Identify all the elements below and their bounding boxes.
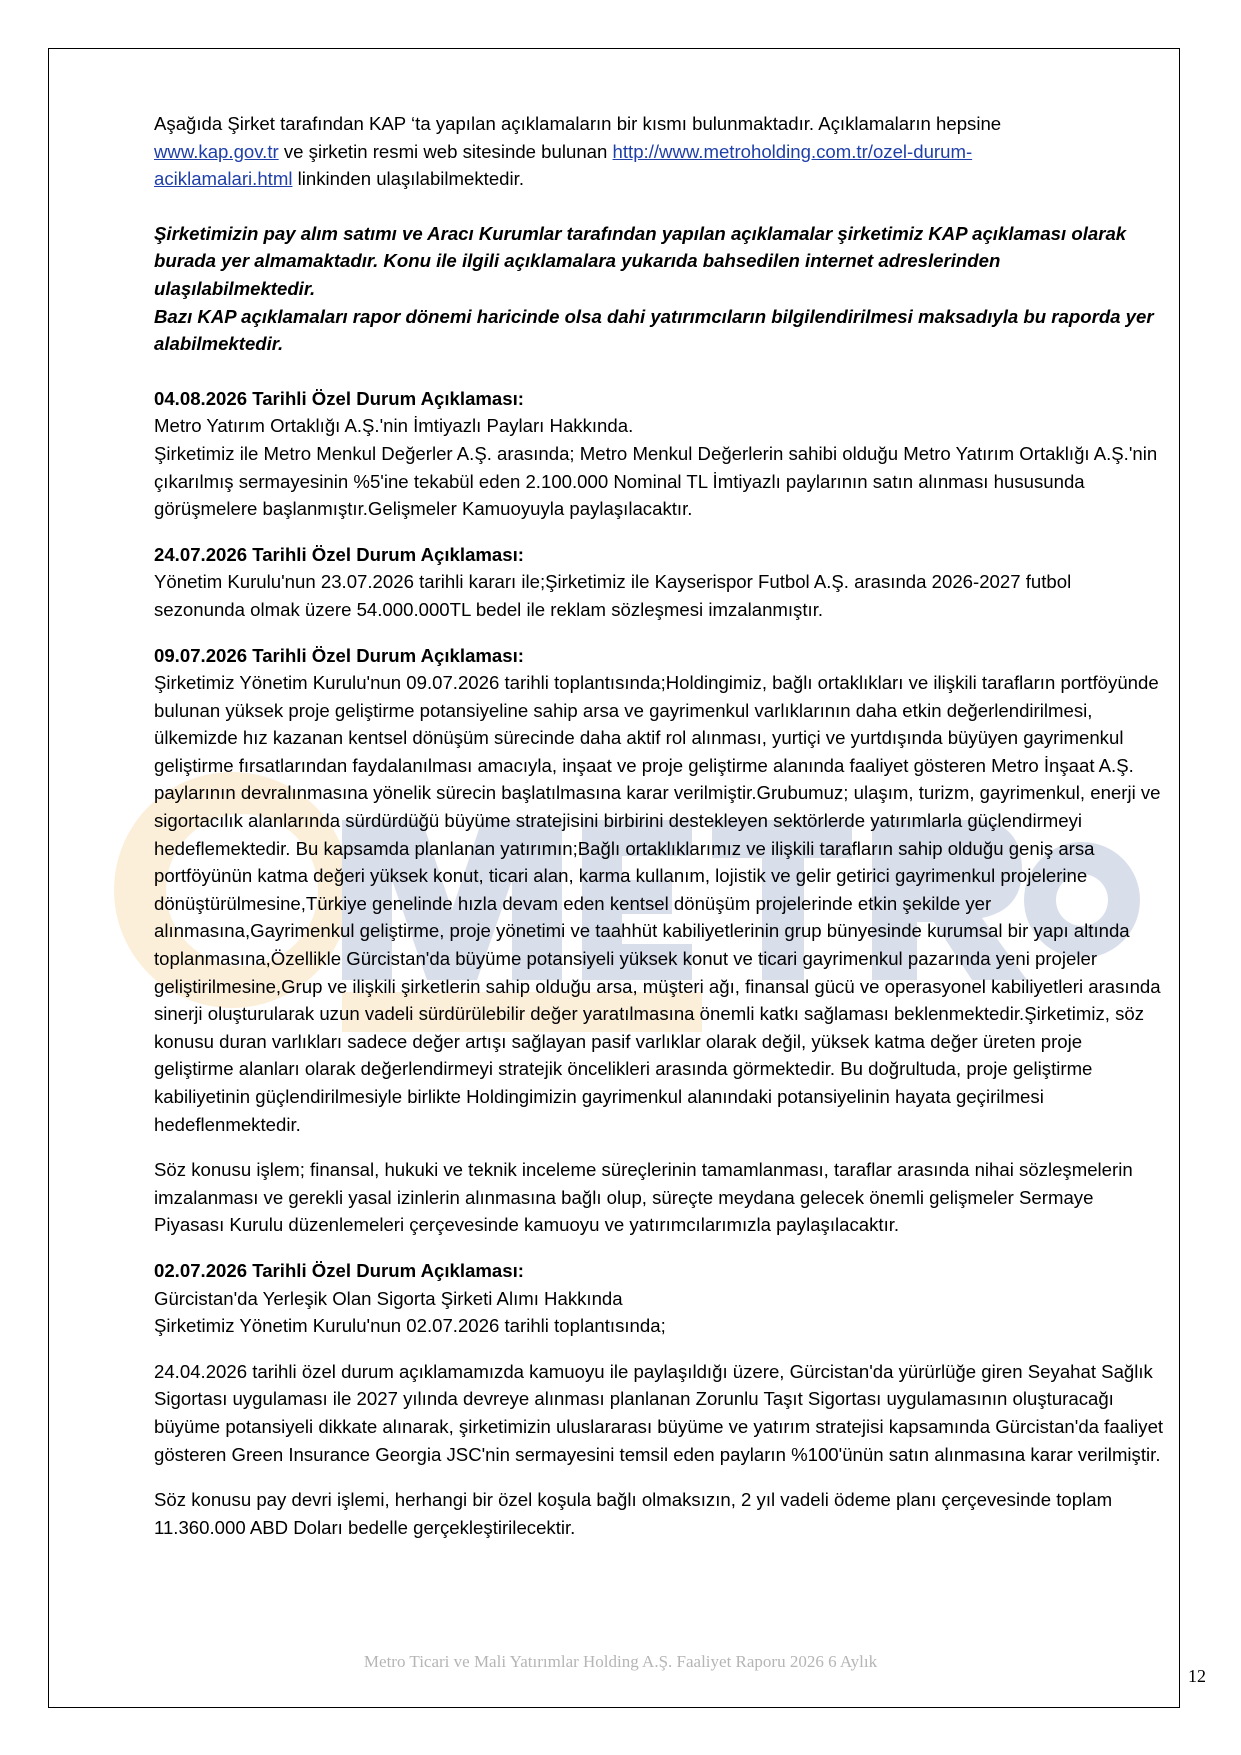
section-subtitle: Gürcistan'da Yerleşik Olan Sigorta Şirketi Alımı Hakkında — [154, 1287, 623, 1309]
document-body — [154, 110, 1164, 1541]
section-body-2: Söz konusu pay devri işlemi, herhangi bir özel koşula bağlı olmaksızın, 2 yıl vadeli ödeme planı çerçevesinde toplam 11.360.000 ABD Doları bedelle gerçekleştirilecektir. — [154, 1489, 1113, 1538]
section-heading: 04.08.2026 Tarihli Özel Durum Açıklaması: — [154, 387, 524, 409]
metroholding-link-cont[interactable]: aciklamalari.html — [154, 168, 293, 190]
page-footer: Metro Ticari ve Mali Yatırımlar Holding A.Ş. Faaliyet Raporu 2026 6 Aylık — [363, 1652, 878, 1671]
section-subtitle-2: Şirketimiz Yönetim Kurulu'nun 02.07.2026 tarihli toplantısında; — [154, 1315, 666, 1337]
section-body: 24.04.2026 tarihli özel durum açıklamamızda kamuoyu ile paylaşıldığı üzere, Gürcistan'da yürürlüğe giren Seyahat Sağlık Sigortası uygulaması ile 2027 yılında devreye alınması planlanan Zorunlu Taşıt Sigortası uygulamasının oluşturacağı büyüme potansiyeli dikkate alınarak, şirketimizin uluslararası büyüme ve yatırım stratejisi kapsamında Gürcistan'da faaliyet gösteren Green Insurance Georgia JSC'nin sermayesini temsil eden payların %100'ünün satın alınmasına karar verilmiştir. — [154, 1360, 1164, 1465]
section-heading: 24.07.2026 Tarihli Özel Durum Açıklaması: — [154, 543, 524, 565]
intro-text-3: linkinden ulaşılabilmektedir. — [292, 168, 524, 190]
notice-paragraph-1: Şirketimizin pay alım satımı ve Aracı Kurumlar tarafından yapılan açıklamalar şirketimiz KAP açıklaması olarak burada yer almamaktadır. Konu ile ilgili açıklamalara yukarıda bahsedilen internet adreslerinden ulaşılabilmektedir. — [154, 222, 1127, 299]
section-body: Şirketimiz Yönetim Kurulu'nun 09.07.2026 tarihli toplantısında;Holdingimiz, bağlı ortaklıkları ve ilişkili tarafların portföyünde bulunan yüksek proje geliştirme potansiyeline sahip arsa ve gayrimenkul varlıklarının daha etkin değerlendirilmesi, ülkemizde hız kazanan kentsel dönüşüm sürecinde daha aktif rol alınması, yurtiçi ve yurtdışında büyüyen gayrimenkul geliştirme fırsatlarından faydalanılması amacıyla, inşaat ve proje geliştirme alanında faaliyet gösteren Metro İnşaat A.Ş. paylarının devralınmasına yönelik sürecin başlatılmasına karar verilmiştir.Grubumuz; ulaşım, turizm, gayrimenkul, enerji ve sigortacılık alanlarında sürdürdüğü büyüme stratejisini birbirini destekleyen sektörlerde yatırımlarla güçlendirmeyi hedeflemektedir. Bu kapsamda planlanan yatırımın;Bağlı ortaklıklarımız ve ilişkili tarafların sahip olduğu geniş arsa portföyünün katma değeri yüksek konut, ticari alan, karma kullanım, lojistik ve gelir getirici gayrimenkul projelerine dönüştürülmesine,Türkiye genelinde hızla devam eden kentsel dönüşüm projelerinde etkin şekilde yer alınmasına,Gayrimenkul geliştirme, proje yönetimi ve taahhüt kabiliyetlerinin grup bünyesinde kurumsal bir yapı altında toplanmasına,Özellikle Gürcistan'da büyüme potansiyeli yüksek konut ve ticari gayrimenkul pazarında yeni projeler geliştirilmesine,Grup ve ilişkili şirketlerin sahip olduğu arsa, müşteri ağı, finansal gücü ve operasyonel kabiliyetleri arasında sinerji oluşturularak uzun vadeli sürdürülebilir değer yaratılmasına önemli katkı sağlaması beklenmektedir.Şirketimiz, söz konusu duran varlıkları sadece değer artışı sağlayan pasif varlıklar olarak değil, yüksek katma değer üreten proje geliştirme alanları olarak değerlendirmeyi stratejik öncelikleri arasında görmektedir. Bu doğrultuda, proje geliştirme kabiliyetinin güçlendirilmesiyle birlikte Holdingimizin gayrimenkul alanındaki potansiyelinin hayata geçirilmesi hedeflenmektedir. — [154, 672, 1161, 1135]
section-body: Şirketimiz ile Metro Menkul Değerler A.Ş. arasında; Metro Menkul Değerlerin sahibi olduğu Metro Yatırım Ortaklığı A.Ş.'nin çıkarılmış sermayesinin %5'ine tekabül eden 2.100.000 Nominal TL İmtiyazlı paylarının satın alınması hususunda görüşmelere başlanmıştır.Gelişmeler Kamuoyuyla paylaşılacaktır. — [154, 442, 1158, 520]
section-heading: 02.07.2026 Tarihli Özel Durum Açıklaması: — [154, 1259, 524, 1281]
metroholding-link[interactable]: http://www.metroholding.com.tr/ozel-durum- — [612, 140, 973, 162]
section-body-2: Söz konusu işlem; finansal, hukuki ve teknik inceleme süreçlerinin tamamlanması, taraflar arasında nihai sözleşmelerin imzalanması ve gerekli yasal izinlerin alınmasına bağlı olup, süreçte meydana gelecek önemli gelişmeler Sermaye Piyasası Kurulu düzenlemeleri çerçevesinde kamuoyu ve yatırımcılarımızla paylaşılacaktır. — [154, 1159, 1133, 1236]
intro-text: Aşağıda Şirket tarafından KAP ‘ta yapılan açıklamaların bir kısmı bulunmaktadır. Açıklamaların hepsine — [154, 113, 1002, 134]
notice-paragraph-2: Bazı KAP açıklamaları rapor dönemi haricinde olsa dahi yatırımcıların bilgilendirilmesi maksadıyla bu raporda yer alabilmektedir. — [154, 305, 1154, 355]
section-body: Yönetim Kurulu'nun 23.07.2026 tarihli kararı ile;Şirketimiz ile Kayserispor Futbol A.Ş. arasında 2026-2027 futbol sezonunda olmak üzere 54.000.000TL bedel ile reklam sözleşmesi imzalanmıştır. — [154, 571, 1072, 620]
intro-text-2: ve şirketin resmi web sitesinde bulunan — [278, 140, 613, 162]
section-subtitle: Metro Yatırım Ortaklığı A.Ş.'nin İmtiyazlı Payları Hakkında. — [154, 415, 634, 437]
kap-link[interactable]: www.kap.gov.tr — [154, 140, 279, 162]
section-heading: 09.07.2026 Tarihli Özel Durum Açıklaması: — [154, 644, 524, 666]
page-number: 12 — [1188, 1666, 1206, 1686]
intro-paragraph — [154, 110, 1164, 193]
